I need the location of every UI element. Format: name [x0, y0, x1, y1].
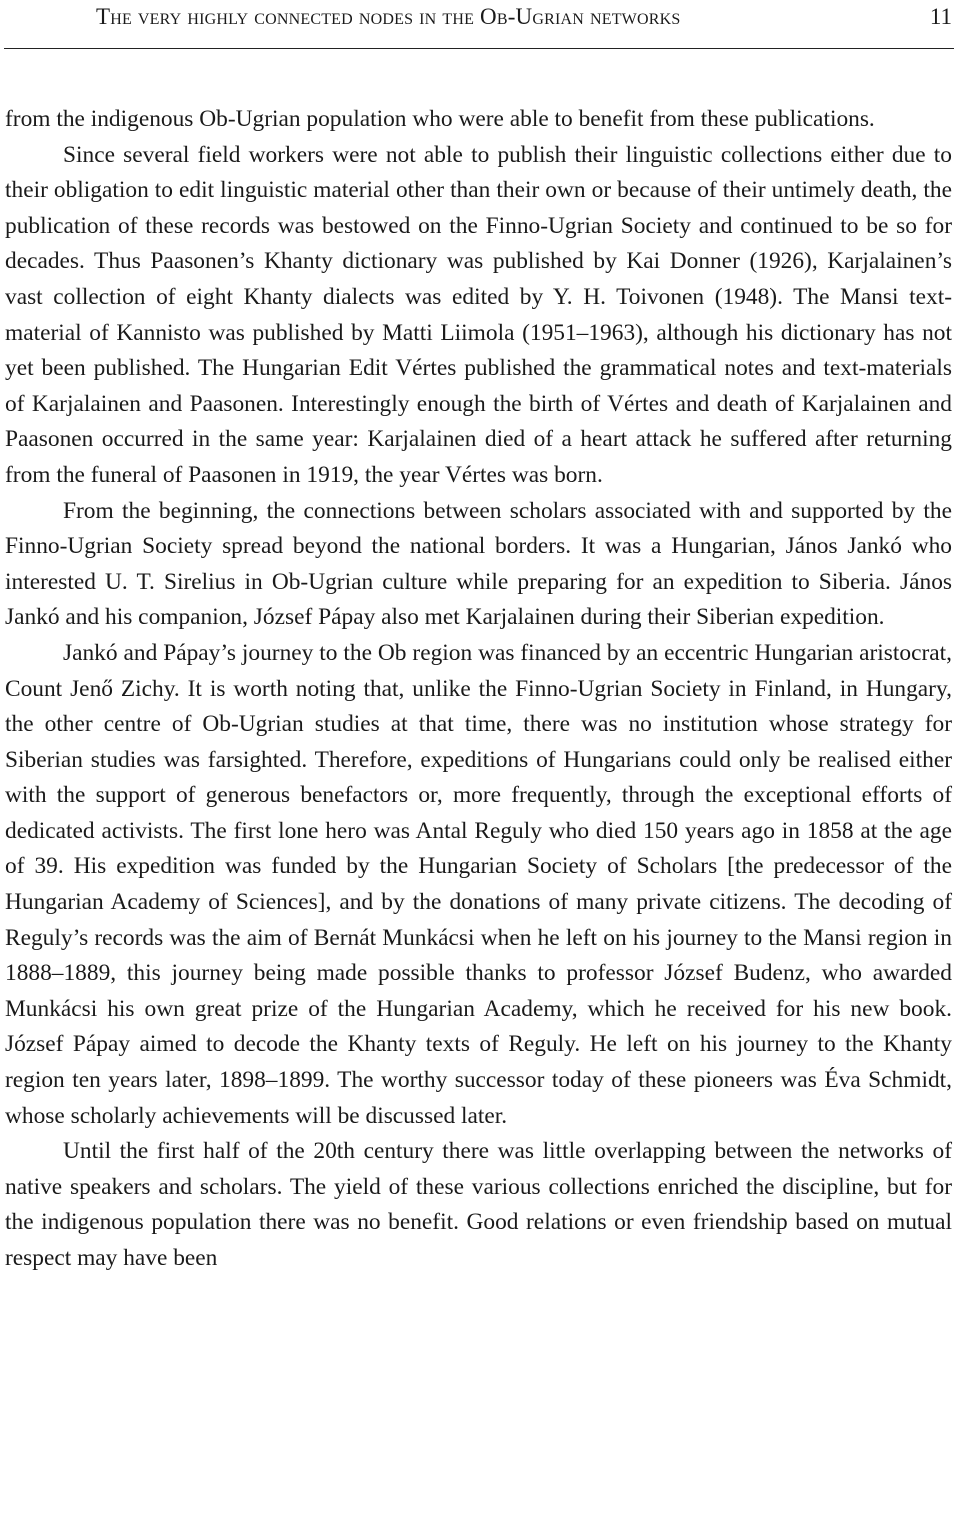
paragraph: from the indigenous Ob-Ugrian population who were able to benefit from these publications. [5, 106, 875, 132]
paragraph: Until the first half of the 20th century there was little overlapping between the networks of native speakers and scholars. The yield of these various collections enriched the discipline, but for the indigenous population there was no benefit. Good relations or even friendship based on mutual respect may have been [5, 1138, 952, 1271]
paragraph: Since several field workers were not able to publish their linguistic collections either due to their obligation to edit linguistic material other than their own or because of their untimely death, the publication of these records was bestowed on the Finno-Ugrian Society and continued to be so for decades. Thus Paasonen’s Khanty dictionary was published by Kai Donner (1926), Karjalainen’s vast collection of eight Khanty dialects was edited by Y. H. Toivonen (1948). The Mansi text-material of Kannisto was published by Matti Liimola (1951–1963), although his dictionary has not yet been published. The Hungarian Edit Vértes published the grammatical notes and text-materials of Karjalainen and Paasonen. Interestingly enough the birth of Vértes and death of Karjalainen and Paasonen occurred in the same year: Karjalainen died of a heart attack he suffered after returning from the funeral of Paasonen in 1919, the year Vértes was born. [5, 141, 952, 488]
paragraph: Jankó and Pápay’s journey to the Ob region was financed by an eccentric Hungarian aristocrat, Count Jenő Zichy. It is worth noting that, unlike the Finno-Ugrian Society in Finland, in Hungary, the other centre of Ob-Ugrian studies at that time, there was no institution whose strategy for Siberian studies was farsighted. Therefore, expeditions of Hungarians could only be realised either with the support of generous benefactors or, more frequently, through the exceptional efforts of dedicated activists. The first lone hero was Antal Reguly who died 150 years ago in 1858 at the age of 39. His expedition was funded by the Hungarian Society of Scholars [the predecessor of the Hungarian Academy of Sciences], and by the donations of many private citizens. The decoding of Reguly’s records was the aim of Bernát Munkácsi when he left on his journey to the Mansi region in 1888–1889, this journey being made possible thanks to professor József Budenz, who awarded Munkácsi his own great prize of the Hungarian Academy, which he received for his new book. József Pápay aimed to decode the Khanty texts of Reguly. He left on his journey to the Khanty region ten years later, 1898–1899. The worthy successor today of these pioneers was Éva Schmidt, whose scholarly achievements will be discussed later. [5, 639, 952, 1129]
page-number: 11 [929, 4, 952, 29]
body-text [5, 102, 952, 1277]
running-header [4, 0, 954, 49]
running-title: The very highly connected nodes in the Ob-Ugrian networks [96, 4, 681, 29]
paragraph: From the beginning, the connections between scholars associated with and supported by the Finno-Ugrian Society spread beyond the national borders. It was a Hungarian, János Jankó who interested U. T. Sirelius in Ob-Ugrian culture while preparing for an expedition to Siberia. János Jankó and his companion, József Pápay also met Karjalainen during their Siberian expedition. [5, 497, 952, 631]
